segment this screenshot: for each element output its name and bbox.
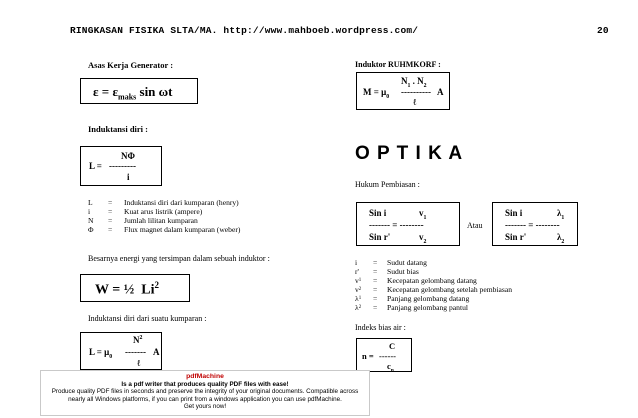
- def-symbol: Φ: [88, 225, 94, 234]
- def-symbol: λ 1: [355, 294, 362, 303]
- def-equals: =: [373, 303, 378, 312]
- energy-formula-box: [80, 274, 190, 302]
- watermark-brand: pdfMachine: [186, 373, 224, 380]
- refraction-formula-box-wavelength: [492, 202, 578, 246]
- inductance-title: Induktansi diri :: [88, 124, 148, 134]
- coil-dash: -------: [125, 347, 146, 357]
- inductance-numerator: NΦ: [121, 151, 135, 161]
- index-numerator: C: [389, 341, 396, 351]
- def-desc: Panjang gelombang pantul: [387, 303, 468, 312]
- watermark-line1: Is a pdf writer that produces quality PDF files with ease!: [121, 380, 289, 388]
- refraction-sin-r: Sin r': [369, 232, 391, 242]
- coil-lhs: $L = \mu_0$: [89, 347, 113, 360]
- def-desc: Sudut bias: [387, 267, 419, 276]
- def-desc: Kecepatan gelombang setelah pembiasan: [387, 285, 513, 294]
- def-desc: Flux magnet dalam kumparan (weber): [124, 225, 241, 234]
- inductance-lhs: L =: [89, 161, 102, 171]
- pdfmachine-watermark: [40, 370, 370, 416]
- refraction-dash: ------- = --------: [505, 220, 560, 230]
- energy-formula: W = ½ Li$^2$: [95, 280, 159, 298]
- ruhmkorf-dash: ----------: [401, 87, 431, 97]
- index-formula-box: [356, 338, 412, 372]
- def-equals: =: [373, 258, 378, 267]
- def-desc: Jumlah lilitan kumparan: [124, 216, 198, 225]
- generator-title: Asas Kerja Generator :: [88, 60, 174, 70]
- def-symbol: λ 2: [355, 303, 362, 312]
- def-equals: =: [108, 207, 113, 216]
- refraction-lambda2: $\lambda_2$: [557, 232, 565, 245]
- refraction-sin-i: Sin i: [369, 208, 387, 218]
- def-desc: Kecepatan gelombang datang: [387, 276, 477, 285]
- ruhmkorf-denominator: ℓ: [413, 97, 417, 107]
- refraction-lambda1: $\lambda_1$: [557, 208, 565, 221]
- def-symbol: v 1: [355, 276, 362, 285]
- def-equals: =: [108, 225, 113, 234]
- index-title: Indeks bias air :: [355, 323, 406, 332]
- def-symbol: i: [88, 207, 91, 216]
- def-desc: Sudut datang: [387, 258, 427, 267]
- ruhmkorf-lhs: $M = \mu_0$: [363, 87, 390, 100]
- refraction-v2: $v_2$: [419, 232, 427, 245]
- section-title-optika: O P T I K A: [355, 143, 464, 164]
- watermark-line4: Get yours now!: [183, 403, 227, 411]
- refraction-v1: $v_1$: [419, 208, 427, 221]
- refraction-sin-i: Sin i: [505, 208, 523, 218]
- def-desc: Kuat arus listrik (ampere): [124, 207, 203, 216]
- energy-title: Besarnya energi yang tersimpan dalam sebuah induktor :: [88, 254, 270, 263]
- def-equals: =: [373, 276, 378, 285]
- coil-denominator: ℓ: [137, 358, 141, 368]
- def-desc: Induktansi diri dari kumparan (henry): [124, 198, 239, 207]
- refraction-formula-box-velocity: [356, 202, 460, 246]
- ruhmkorf-title: Induktor RUHMKORF :: [355, 60, 441, 69]
- coil-title: Induktansi diri dari suatu kumparan :: [88, 314, 207, 323]
- watermark-line3: nearly all Windows platforms, if you can print from a windows application you can use pdfMachine.: [68, 395, 342, 403]
- inductance-dash: ---------: [109, 161, 136, 171]
- inductance-formula-box: [80, 146, 162, 186]
- def-symbol: N: [88, 216, 94, 225]
- def-desc: Panjang gelombang datang: [387, 294, 470, 303]
- def-equals: =: [373, 294, 378, 303]
- watermark-line2: Produce quality PDF files in seconds and preserve the integrity of your original documents. Compatible across: [51, 388, 359, 396]
- index-lhs: n =: [362, 351, 374, 361]
- ruhmkorf-unit: A: [437, 87, 444, 97]
- ruhmkorf-numerator: $N_1$ . $N_2$: [401, 76, 427, 89]
- index-dash: ------: [379, 351, 396, 361]
- coil-numerator: $N^2$: [133, 335, 143, 345]
- page-number: 20: [597, 25, 609, 36]
- page-header: RINGKASAN FISIKA SLTA/MA. http://www.mahboeb.wordpress.com/: [70, 25, 419, 36]
- def-symbol: r': [355, 267, 359, 276]
- def-equals: =: [108, 198, 113, 207]
- atau-label: Atau: [467, 221, 483, 230]
- def-symbol: v 2: [355, 285, 362, 294]
- generator-formula: $\varepsilon = \varepsilon_{maks}$ sin ωt: [93, 84, 173, 102]
- index-denominator: $c_n$: [387, 361, 394, 374]
- refraction-title: Hukum Pembiasan :: [355, 180, 420, 189]
- def-equals: =: [373, 285, 378, 294]
- ruhmkorf-formula-box: [356, 72, 450, 110]
- coil-formula-box: [80, 332, 162, 370]
- def-symbol: i: [355, 258, 358, 267]
- def-symbol: L: [88, 198, 93, 207]
- def-equals: =: [373, 267, 378, 276]
- refraction-sin-r: Sin r': [505, 232, 527, 242]
- generator-formula-box: [80, 78, 198, 104]
- def-equals: =: [108, 216, 113, 225]
- inductance-denominator: i: [127, 172, 130, 182]
- coil-unit: A: [153, 347, 160, 357]
- refraction-dash: ------- = --------: [369, 220, 424, 230]
